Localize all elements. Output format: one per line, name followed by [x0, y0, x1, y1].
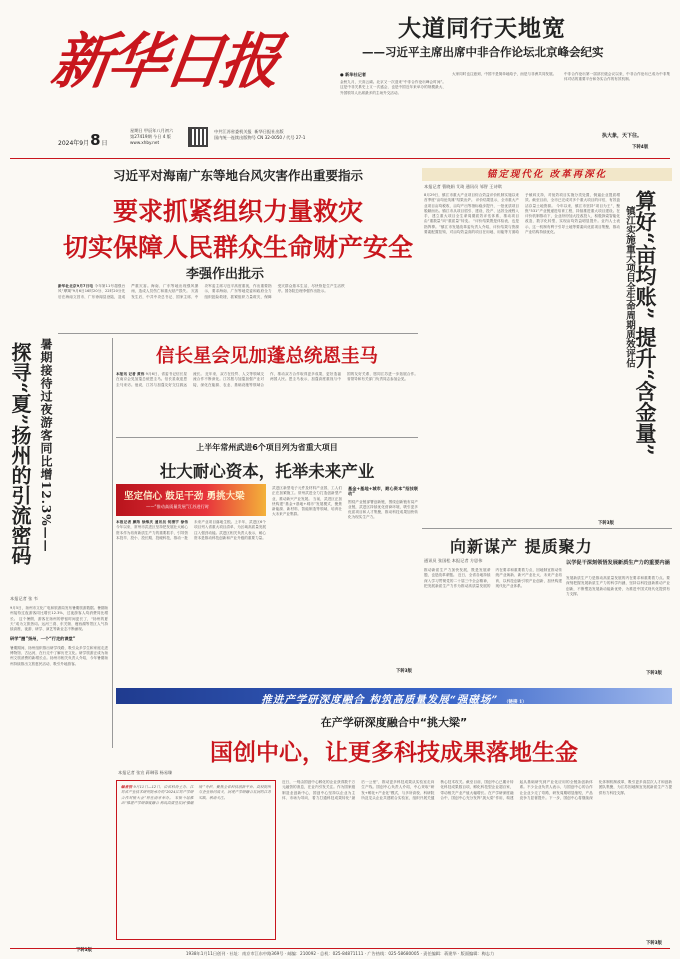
- top-story-col2: 大家同时也注意到，中国不是简单地给予，而是与非洲共同发展。: [452, 72, 557, 76]
- side-feature-label: 暑期接待过夜游客同比增12.3%——: [39, 338, 53, 553]
- side-feature-section: 研学“圈”扬州，一个“行走的课堂”: [10, 636, 76, 642]
- recruit-side: 发展新质生产力是推动高质量发展的内在要求和重要着力点。要深刻把握发展新质生产力的科学内涵，坚持以科技创新推动产业创新，不断塑造发展新动能新优势，为推进中国式现代化提供有力支撑。: [566, 576, 670, 596]
- changzhou-banner: [116, 484, 266, 516]
- top-story-motto: 执大象，天下往。: [602, 133, 643, 139]
- weekday: 星期日: [130, 128, 143, 133]
- reform-headline: 算好“亩均账” 提升“含金量”: [633, 190, 658, 456]
- reform-body: 8月29日，镇江市重大产业项目综合效益评价机制实施以来首季度“亩均论英雄”结果出炉。 评价结果显示，全市重大产业项目亩均税收、亩均产出等指标稳步提升，一批优质项目脱颖而出。镇江市从项目招引、建设、投产、达效全流程入手，建立重大项目全生命周期质效评估体系，推动项目由“重数量”向“重质量”转变。 “评价结果既是体检表，也是指挥棒。”镇江市发展改革委负责人介绍，评价结果与资源要素配置挂钩，对亩均效益高的项目在用地、用能等方面给予倾斜支持，对低效项目实施分类处置，倒逼企业提质增效。截至目前，全市已完成对多个重大项目的评估，有效盘活存量土地资源。 今年以来，镇江市坚持“项目为王”，聚焦“531”产业链递进培育工程，持续推进重大项目建设。在评价机制推动下，企业纷纷加大技改投入，积极探索智能化改造、数字化转型，实现亩均效益明显提升。业内人士表示，这一机制有利于引导土地等要素向优质项目集聚，推动产业结构持续优化。: [424, 193, 620, 235]
- publisher: 中共江苏省委机关报 新华日报社出版 国内统一连续出版物号 CN 32-0050 / 代号 27-1: [214, 129, 306, 140]
- reform-deck: 镇江实施重大项目全生命周期质效评估: [624, 206, 635, 368]
- masthead-info: [130, 128, 173, 146]
- recruit-byline: 通讯员 张国松 本报记者 方思伟: [424, 558, 483, 563]
- date-suffix: 日: [101, 140, 108, 147]
- date-year: 2024年9月: [58, 140, 90, 147]
- innovation-headline: 国创中心，让更多科技成果落地生金: [210, 740, 578, 766]
- banner-sub: ——“推动高质量发展”江苏进行时: [146, 504, 209, 509]
- reform-band: 锚定现代化 改革再深化: [422, 168, 672, 181]
- recruit-headline: 向新谋产 提质聚力: [450, 537, 593, 556]
- lead-kicker: 习近平对海南广东等地台风灾害作出重要指示: [112, 168, 363, 183]
- top-story-title: 大道同行天地宽: [398, 15, 566, 42]
- side-feature-turn: 下转3版: [76, 948, 92, 953]
- innovation-byline: 本报记者 张宣 蒋琳蓉 杨易臻: [118, 770, 173, 775]
- top-story-turn: 下转4版: [632, 145, 649, 150]
- masthead-rule: [10, 158, 670, 159]
- side-feature-title: 探寻“夏”扬州的引流密码: [8, 342, 32, 566]
- innovation-body: 近日，一则由国创中心孵化的企业获得数千万元融资的消息，在业内引发关注。作为国家级制造业创新中心，国创中心坚持以企业为主体、市场为导向，着力打通科技成果转化“最后一公里”，推动更多科技成果从实验室走向生产线。国创中心负责人介绍，中心采取“研发+孵化+产业化”模式，与多所高校、科研院所及龙头企业共建联合实验室，组织开展关键核心技术攻关。截至目前，国创中心已累计转化科技成果数百项，孵化科技型企业超百家，带动相关产业产值大幅增长。在产学研深度融合中，国创中心充分发挥“挑大梁”作用，构建起从基础研究到产业化应用的全链条创新体系。不少企业负责人表示，与国创中心的合作让企业少走了弯路，研发周期明显缩短，产品竞争力显著提升。下一步，国创中心将继续深化体制机制改革，吸引更多高层次人才和创新团队集聚，为江苏因地制宜发展新质生产力提供有力科技支撑。: [282, 780, 672, 800]
- innovation-turn: 下转3版: [646, 941, 662, 946]
- changzhou-headline: 壮大耐心资本，托举未来产业: [159, 462, 375, 481]
- page-count: 今日 4 版: [153, 134, 171, 139]
- side-feature-body: 9月5日，扬州市文化广电和旅游局发布暑期旅游数据。暑期扬州接待过夜游客同比增长12.3%，过夜游客人均消费同比增长。 这个暑假，游客在扬州的停留时间更长了，“扬州的夏天”成为文旅热词。运河三湾、东关街、瘦西湖等景区人气持续高涨，夜游、研学、演艺等新业态不断涌现。 研学“圈”扬州，一个“行走的课堂” 暑期期间，扬州组织推出研学线路，吸引众多学生和家庭走进博物馆、古运河，在行走中了解历史文化。研学旅游正成为扬州文旅消费的新增长点。扬州市相关负责人介绍，今年暑期扬州持续推出文旅惠民活动，吸引外地游客。: [10, 606, 108, 666]
- innovation-band: [116, 688, 672, 704]
- recruit-deck: 以学促干深刻领悟发展新质生产力的重要内涵: [566, 560, 670, 566]
- top-story-subtitle: ——习近平主席出席中非合作论坛北京峰会纪实: [362, 45, 604, 59]
- side-feature-byline: 本报记者 张 韦: [10, 596, 38, 601]
- innovation-band-title: 推进产学研深度融合 构筑高质量发展“强磁场”: [261, 694, 499, 706]
- lead-headline-1: 要求抓紧组织力量救灾: [112, 197, 363, 226]
- second-story-body: 本报讯 记者 黄伟 9月6日，省委书记信长星在南京会见加蓬总统恩圭马。信长星欢迎恩圭马来访。他说，江苏与加蓬友好交往源远流长。 近年来，双方在经贸、人文等领域交流合作不断深化。江苏愿与加蓬加强产业对接，深化在能源、农业、基础设施等领域合作，推动双方合作取得更多成果，更好造福两国人民。恩圭马表示，加蓬高度重视与中国的友好关系，愿同江苏进一步拓展合作。省领导和有关部门负责同志参加会见。: [116, 372, 418, 387]
- second-divider: [116, 437, 418, 438]
- top-story-col3: 中非合作论坛第一届部长级会议以来，中非合作论坛已成为中非集体对话的重要平台和务实合作的有效机制。: [564, 72, 670, 82]
- changzhou-subhead: 基金+基地+城市，耐心资本“招技联动”: [348, 486, 418, 497]
- reform-turn: 下转3版: [598, 521, 614, 526]
- changzhou-col-right: 武进区新型电子元件及材料产业园，工人们正在加紧施工。常州武进全力打造创新型产业，推动新兴产业发展。 当前，武进区正加快构建“基金+基地+城市”发展模式，聚焦新能源、新材料、智能制造等领域，培育壮大未来产业集群。 基金+基地+城市，耐心资本“招技联动” 围绕产业链部署创新链，围绕创新链布局产业链，武进区持续优化营商环境，吸引更多优质项目和人才集聚，推动科技成果加快转化为现实生产力。: [272, 486, 418, 520]
- changzhou-turn: 下转3版: [396, 669, 412, 674]
- reform-byline: 本报记者 曹晓娟 艾琦 通讯员 邹智 王诗琪: [424, 184, 502, 189]
- recruit-turn: 下转3版: [646, 671, 662, 676]
- innovation-kicker: 在产学研深度融合中“挑大梁”: [320, 716, 468, 729]
- xinhua-tag: ● 新华社记者: [340, 72, 367, 77]
- footer-rule: [10, 948, 670, 949]
- changzhou-kicker: 上半年常州武进6个项目列为省重大项目: [196, 443, 338, 452]
- right-divider: [422, 528, 672, 529]
- date-day: 8: [90, 131, 101, 149]
- masthead-logo: 新华日报: [47, 27, 281, 97]
- top-story: [340, 10, 670, 160]
- issue-number: 第27419期: [130, 134, 152, 139]
- lunar-date: 甲辰年八月初六: [143, 128, 174, 133]
- lead-divider: [58, 333, 418, 334]
- top-story-col1: 金秋九月，天高云阔。北京又一次迎来“中非合作论坛峰会时间”。这是中非关系史上又一次盛会，也是中国近年来举办的规模最大、外国领导人出席最多的主场外交活动。: [340, 80, 446, 95]
- changzhou-col-left: 本报记者 颜纬 徐维庆 通讯员 何清宇 徐伟 今年以来，常州市武进区坚持把发展壮大耐心资本作为培育新质生产力的重要抓手，引导资本投早、投小、投长期、投硬科技，推动一批未来产业项目落地生根。上半年，武进区6个项目列入省重大项目清单，为区域高质量发展注入强劲动能。武进区相关负责人表示，耐心资本是推动科技创新和产业升级的重要力量。: [116, 520, 266, 540]
- masthead-date: [58, 131, 108, 149]
- banner-title: 坚定信心 鼓足干劲 勇挑大梁: [124, 491, 245, 502]
- qr-code-icon: [188, 127, 208, 147]
- side-col-divider: [112, 338, 113, 748]
- footer-text: 1938年1月11日创刊 · 社址：南京市江东中路369号 · 邮编：210092 · 总机：025-84871111 · 广告热线：025-58680005 · 责任编辑：蒋建华 · 版面编辑：梅志力: [185, 951, 495, 956]
- lead-sub: 李强作出批示: [186, 267, 265, 282]
- innovation-band-note: （链接 1）: [504, 700, 527, 705]
- recruit-body: 推动新质生产力加快发展，既是发展命题，也是改革命题。 近日，全省各地持续深入学习贯彻党的二十届三中全会精神，把发展新质生产力作为推动高质量发展的内在要求和重要着力点，因地制宜推动传统产业焕新、新兴产业壮大、未来产业培育，以科技创新引领产业创新，加快构建现代化产业体系。: [424, 568, 562, 588]
- website: www.xhby.net: [130, 140, 160, 145]
- lead-body: 新华社北京9月7日电 今年第11号超强台风“摩羯”9月6日16时20分、22时20分先后在海南文昌市、广东徐闻县登陆，造成严重灾害。海南、广东等地出现强风暴雨，造成人员伤亡和重大财产损失。 灾害发生后，中共中央总书记、国家主席、中央军委主席习近平高度重视，作出重要指示，要求海南、广东等地党委和政府全力组织抢险救援，抓紧组织力量救灾，保障受灾群众基本生活，尽快恢复生产生活秩序。国务院总理李强作出批示。: [58, 284, 345, 299]
- innovation-editor-note: 编者按 9月11日—12日，由省科协主办、江苏省产业技术研究院承办的“2024江苏产学研合作对接大会”将在南京举办。 本报今起推出“推进产学研深度融合 构筑高质量发展‘强磁场’”专栏，聚焦全省科技创新平台、高校院所与企业协同攻关，展现产学研融合发展的江苏实践，敬请关注。: [116, 780, 276, 940]
- second-story-headline: 信长星会见加蓬总统恩圭马: [155, 346, 378, 367]
- lead-headline-2: 切实保障人民群众生命财产安全: [62, 233, 413, 262]
